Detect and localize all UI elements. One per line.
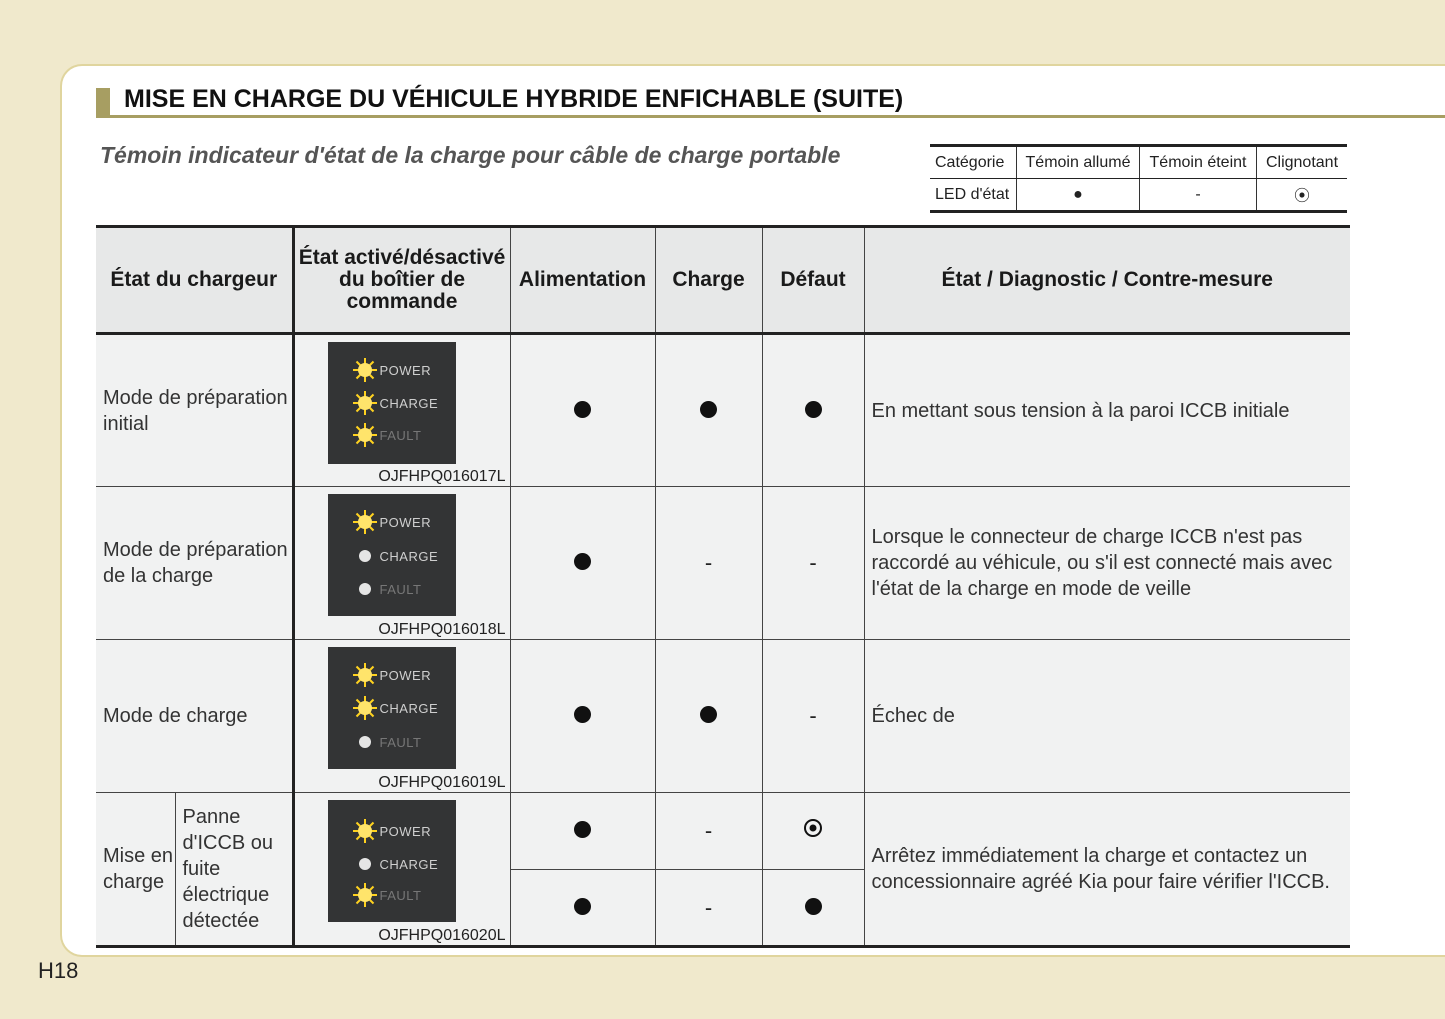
charger-status-table	[96, 225, 1350, 948]
header-fault: Défaut	[762, 227, 864, 334]
control-box-image-cell	[293, 793, 510, 947]
power-status	[510, 487, 655, 640]
image-code: OJFHPQ016020L	[378, 927, 506, 944]
charger-state-cell: Mode de préparation initial	[96, 334, 293, 487]
table-row	[96, 793, 1350, 870]
image-code: OJFHPQ016017L	[378, 468, 506, 485]
led-on-symbol	[574, 821, 591, 838]
fault-led-off-icon	[352, 576, 378, 602]
diagnostic-cell: En mettant sous tension à la paroi ICCB initiale	[864, 334, 1350, 487]
charge-led-off-icon	[352, 851, 378, 877]
power-led-on-icon	[352, 509, 378, 535]
fault-led-on-icon	[352, 422, 378, 448]
panel-label-charge: CHARGE	[379, 701, 439, 716]
panel-label-fault: FAULT	[379, 582, 422, 597]
power-status	[510, 870, 655, 947]
charger-state-cell: Mode de préparation de la charge	[96, 487, 293, 640]
header-control-box: État activé/désactivé du boîtier de commande	[293, 227, 510, 334]
control-box-image-cell	[293, 487, 510, 640]
page-title: MISE EN CHARGE DU VÉHICULE HYBRIDE ENFICHABLE (SUITE)	[124, 85, 904, 113]
charger-state-cell: Mode de charge	[96, 640, 293, 793]
legend-symbol-on: ●	[1017, 179, 1140, 212]
charger-state-cell: Mise en charge	[96, 793, 175, 947]
fault-status	[762, 793, 864, 870]
header-diagnostic: État / Diagnostic / Contre-mesure	[864, 227, 1350, 334]
panel-label-fault: FAULT	[379, 888, 422, 903]
table-row	[96, 640, 1350, 793]
led-on-symbol	[700, 401, 717, 418]
header-power: Alimentation	[510, 227, 655, 334]
led-on-symbol	[574, 401, 591, 418]
charge-status: -	[655, 793, 762, 870]
charge-status: -	[655, 487, 762, 640]
led-on-symbol	[700, 706, 717, 723]
table-row	[96, 487, 1350, 640]
led-on-symbol	[805, 401, 822, 418]
led-blink-icon	[803, 818, 823, 838]
fault-status	[762, 334, 864, 487]
fault-status	[762, 870, 864, 947]
fault-led-on-icon	[352, 882, 378, 908]
control-box-image-cell	[293, 640, 510, 793]
control-box-image-cell	[293, 334, 510, 487]
legend-row-label: LED d'état	[930, 179, 1017, 212]
fault-status: -	[762, 487, 864, 640]
legend-table	[930, 144, 1347, 213]
panel-label-fault: FAULT	[379, 735, 422, 750]
charge-led-on-icon	[352, 695, 378, 721]
panel-label-charge: CHARGE	[379, 549, 439, 564]
panel-label-power: POWER	[379, 363, 432, 378]
control-box-panel	[328, 800, 456, 922]
panel-label-charge: CHARGE	[379, 396, 439, 411]
led-on-symbol	[574, 898, 591, 915]
legend-header-on: Témoin allumé	[1017, 146, 1140, 179]
diagnostic-cell: Lorsque le connecteur de charge ICCB n'est pas raccordé au véhicule, ou s'il est connecté mais avec l'état de la charge en mode de veille	[864, 487, 1350, 640]
charge-status	[655, 640, 762, 793]
panel-label-power: POWER	[379, 668, 432, 683]
power-status	[510, 793, 655, 870]
section-subtitle: Témoin indicateur d'état de la charge pour câble de charge portable	[100, 142, 841, 168]
fault-led-off-icon	[352, 729, 378, 755]
header-charge: Charge	[655, 227, 762, 334]
charger-substate-cell: Panne d'ICCB ou fuite électrique détectée	[175, 793, 293, 947]
charge-led-off-icon	[352, 543, 378, 569]
led-on-symbol	[574, 553, 591, 570]
image-code: OJFHPQ016018L	[378, 621, 506, 638]
header-charger-state: État du chargeur	[96, 227, 293, 334]
diagnostic-cell: Arrêtez immédiatement la charge et contactez un concessionnaire agréé Kia pour faire vérifier l'ICCB.	[864, 793, 1350, 947]
control-box-panel	[328, 647, 456, 769]
title-underline	[96, 115, 1445, 118]
legend-header-blink: Clignotant	[1257, 146, 1348, 179]
fault-status: -	[762, 640, 864, 793]
led-on-symbol	[805, 898, 822, 915]
title-marker	[96, 88, 110, 118]
legend-header-off: Témoin éteint	[1140, 146, 1257, 179]
panel-label-fault: FAULT	[379, 428, 422, 443]
image-code: OJFHPQ016019L	[378, 774, 506, 791]
legend-symbol-off: -	[1140, 179, 1257, 212]
diagnostic-cell: Échec de	[864, 640, 1350, 793]
table-row	[96, 334, 1350, 487]
power-led-on-icon	[352, 357, 378, 383]
panel-label-power: POWER	[379, 824, 432, 839]
control-box-panel	[328, 342, 456, 464]
charge-led-on-icon	[352, 390, 378, 416]
charge-status: -	[655, 870, 762, 947]
power-status	[510, 334, 655, 487]
page-number: H18	[38, 958, 79, 983]
legend-header-category: Catégorie	[930, 146, 1017, 179]
power-status	[510, 640, 655, 793]
power-led-on-icon	[352, 818, 378, 844]
led-on-symbol	[574, 706, 591, 723]
panel-label-charge: CHARGE	[379, 857, 439, 872]
power-led-on-icon	[352, 662, 378, 688]
section-title-bar	[96, 85, 1445, 118]
legend-symbol-blink: ⦿	[1257, 179, 1348, 212]
charge-status	[655, 334, 762, 487]
panel-label-power: POWER	[379, 515, 432, 530]
control-box-panel	[328, 494, 456, 616]
